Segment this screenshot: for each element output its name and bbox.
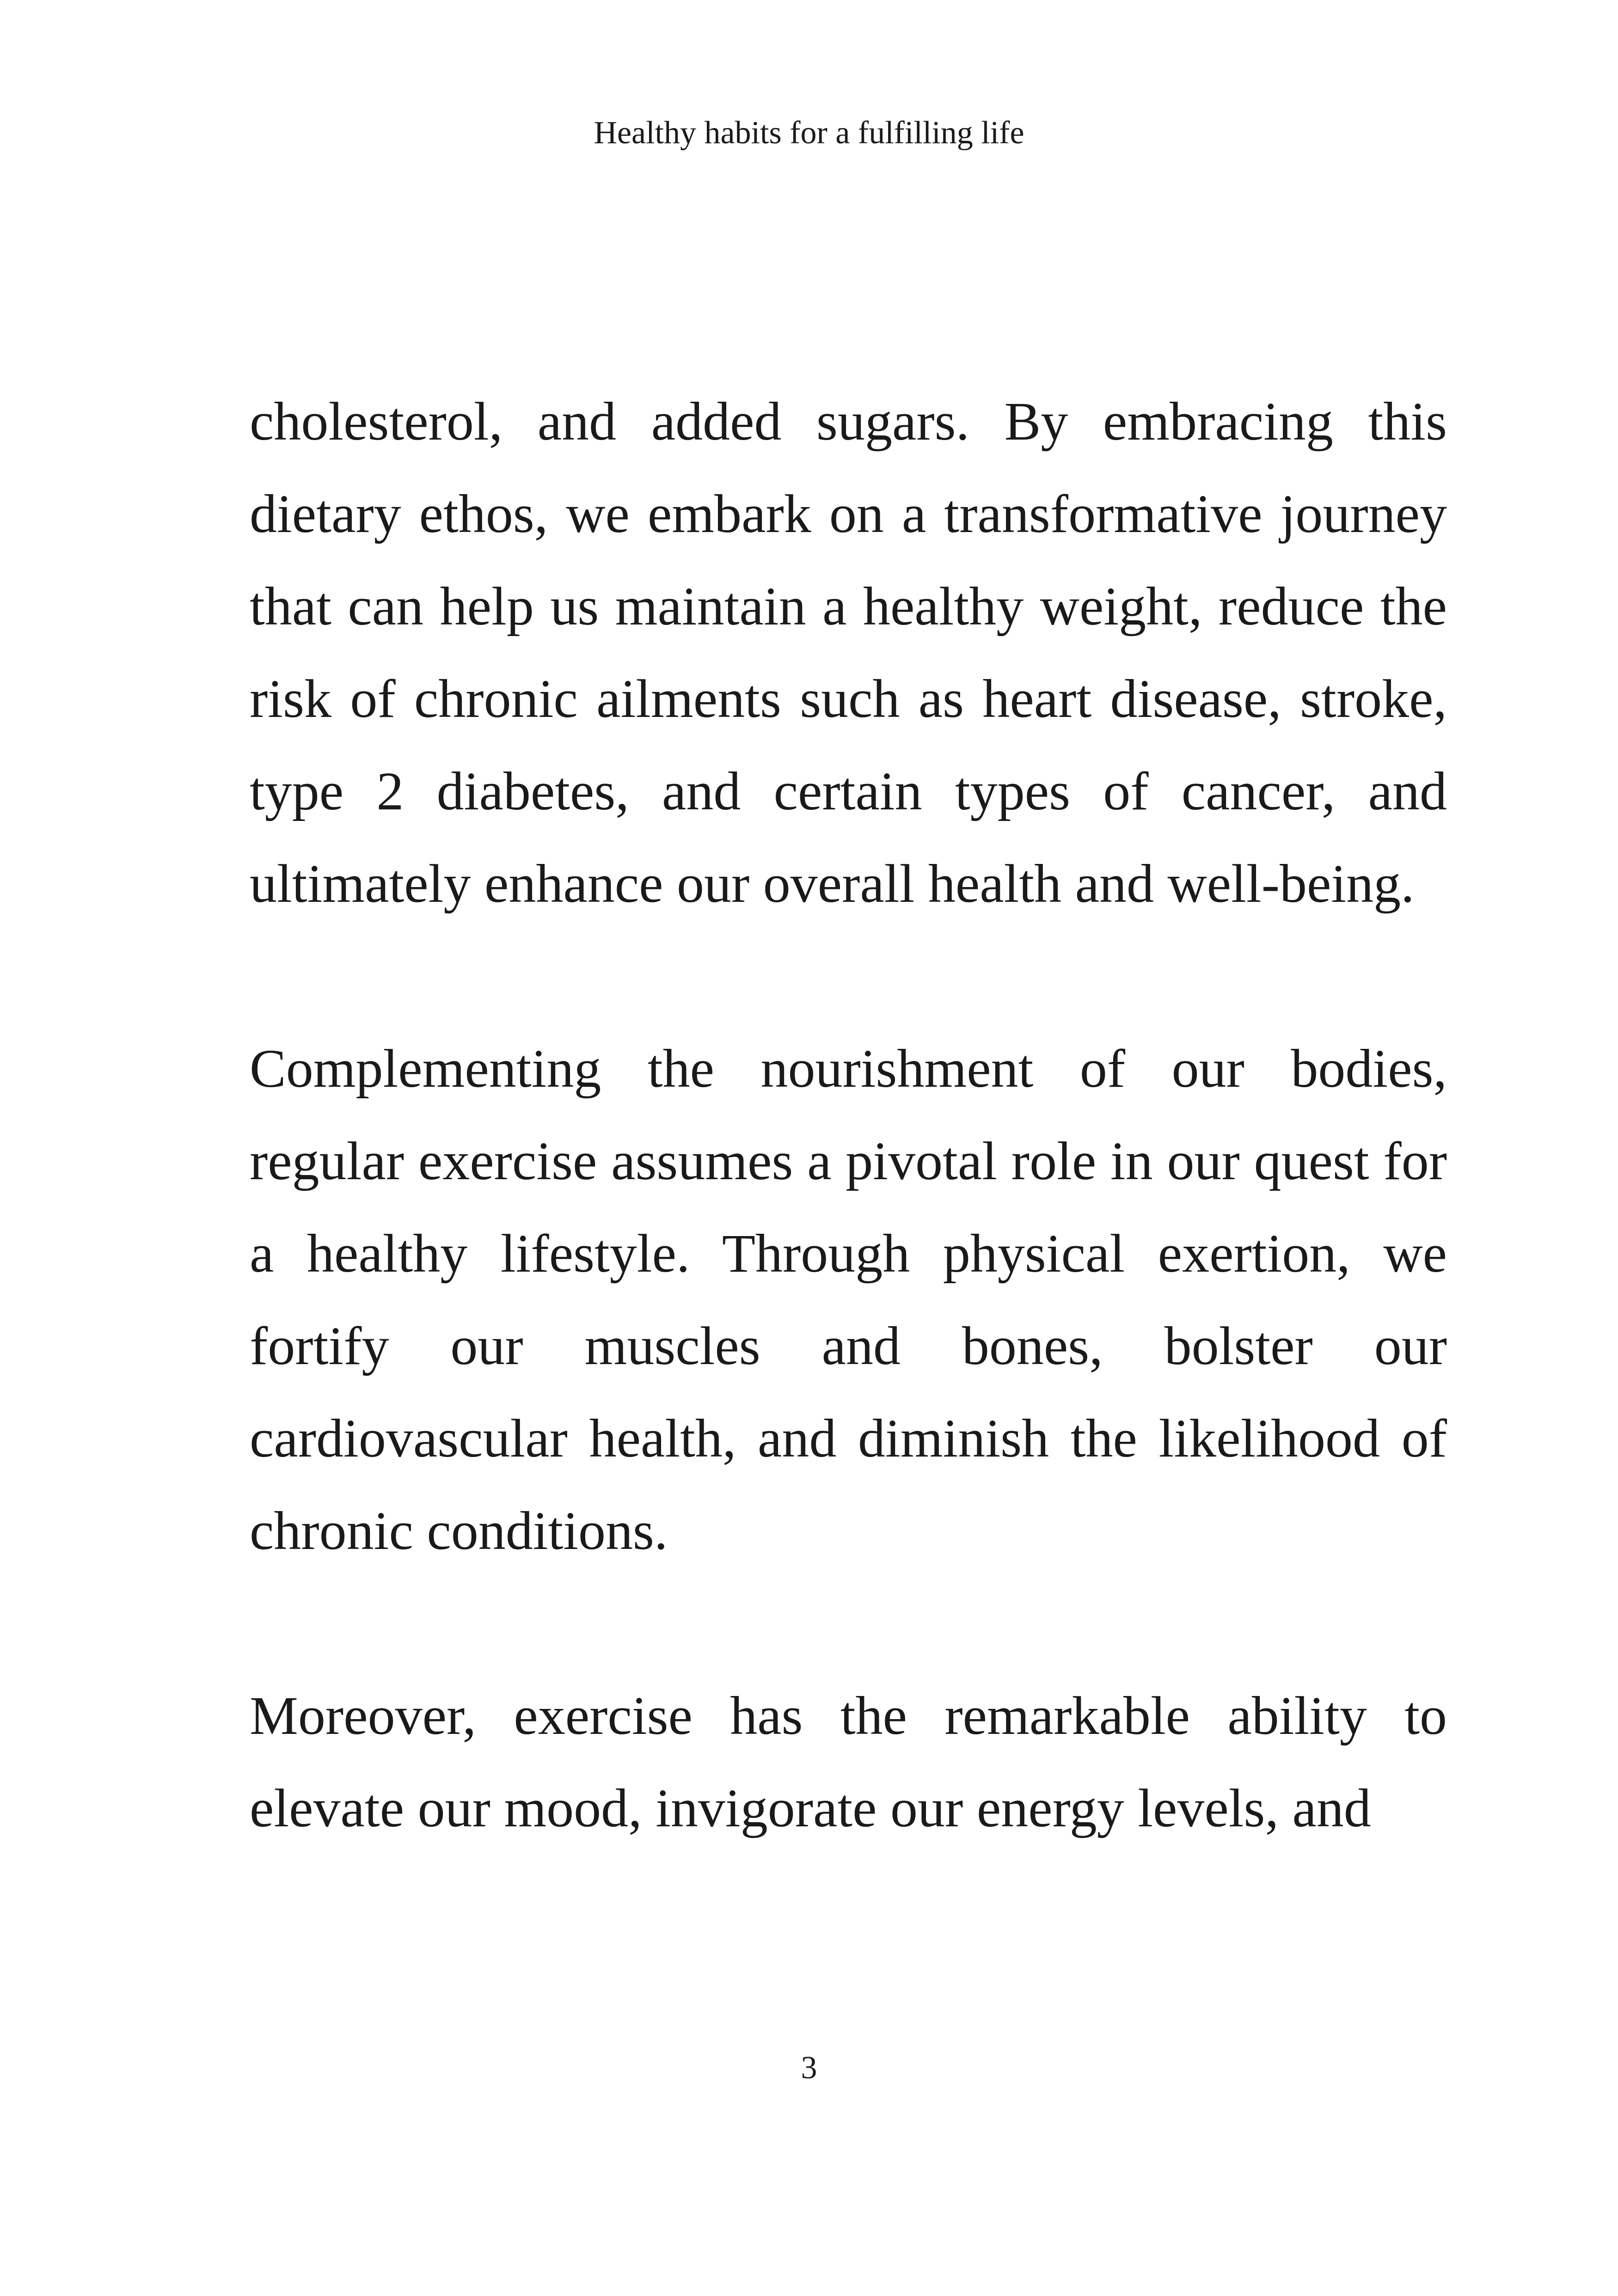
- paragraph-diet-benefits: cholesterol, and added sugars. By embracing this dietary ethos, we embark on a transformative journey that can help us maintain a healthy weight, reduce the risk of chronic ailments such as heart disease, stroke, type 2 diabetes, and certain types of cancer, and ultimately enhance our overall health and well-being.: [250, 391, 1447, 914]
- paragraph-exercise-role: Complementing the nourishment of our bodies, regular exercise assumes a pivotal role in our quest for a healthy lifestyle. Through physical exertion, we fortify our muscles and bones, bolster our cardiovascular health, and diminish the likelihood of chronic conditions.: [250, 1038, 1447, 1561]
- page-number: 3: [801, 2050, 817, 2086]
- running-header: Healthy habits for a fulfilling life: [594, 115, 1024, 151]
- paragraph-exercise-mood: Moreover, exercise has the remarkable ability to elevate our mood, invigorate our energy levels, and: [250, 1685, 1447, 1838]
- body-text: [250, 375, 1447, 1855]
